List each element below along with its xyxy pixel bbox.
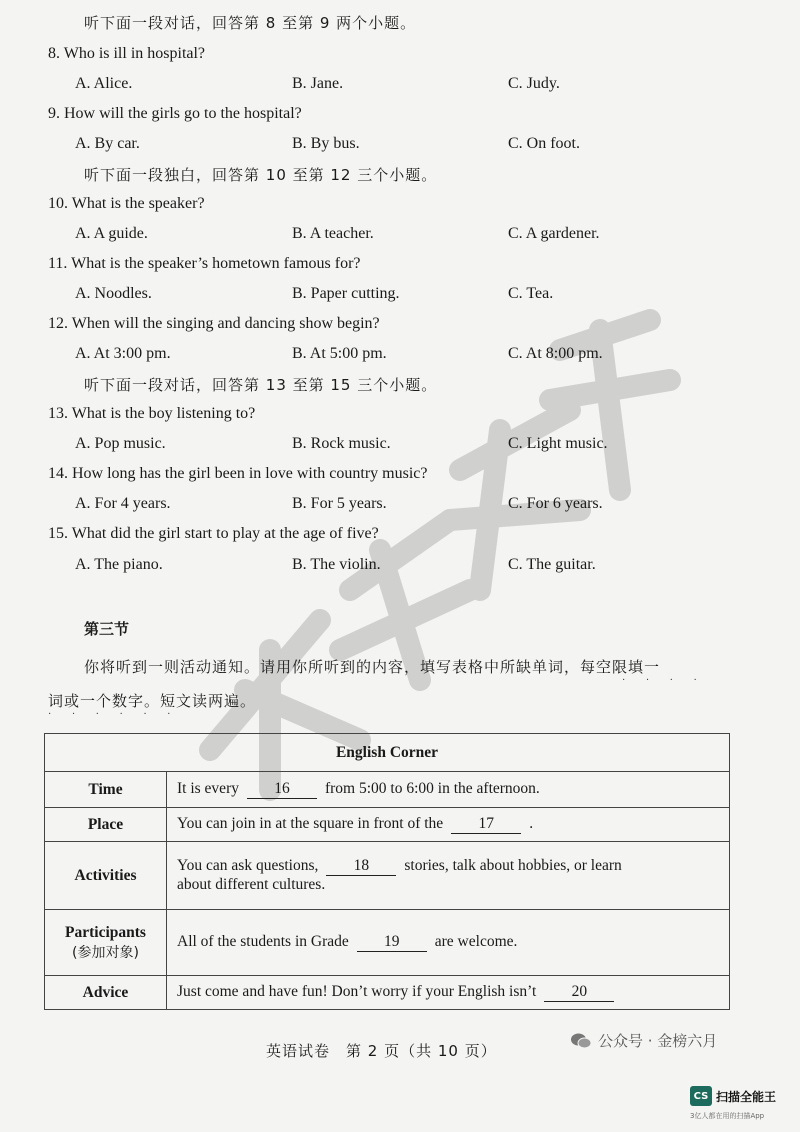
camscanner-icon: CS [690, 1086, 712, 1106]
scanner-badge [690, 1086, 776, 1106]
row-label-cn: (参加对象) [72, 944, 139, 961]
row-text: stories, talk about hobbies, or learn [404, 857, 622, 874]
section-instruction: 你将听到一则活动通知。请用你所听到的内容，填写表格中所缺单词，每空限填一 [84, 658, 661, 676]
row-label: Advice [45, 976, 167, 1010]
row-text: All of the students in Grade [177, 933, 349, 950]
page-footer: 英语试卷 第 2 页（共 10 页） [266, 1042, 497, 1060]
row-content [167, 772, 730, 808]
emphasis-dots: · · · · [622, 675, 706, 686]
row-content [167, 910, 730, 976]
section-title: 第三节 [84, 620, 130, 638]
table-row [45, 910, 730, 976]
option-b: B. Paper cutting. [292, 285, 400, 302]
option-c: C. At 8:00 pm. [508, 345, 603, 362]
option-a: A. For 4 years. [75, 495, 171, 512]
row-text: about different cultures. [177, 876, 326, 893]
option-b: B. At 5:00 pm. [292, 345, 387, 362]
row-text: are welcome. [434, 933, 518, 950]
option-a: A. At 3:00 pm. [75, 345, 171, 362]
section-instruction: 词或一个数字。短文读两遍。 [48, 692, 257, 710]
row-text: It is every [177, 780, 239, 797]
question-10: 10. What is the speaker? [48, 195, 205, 212]
row-content [167, 808, 730, 842]
option-b: B. A teacher. [292, 225, 374, 242]
option-b: B. Rock music. [292, 435, 391, 452]
option-a: A. The piano. [75, 556, 163, 573]
question-11: 11. What is the speaker’s hometown famous for? [48, 255, 361, 272]
option-c: C. Tea. [508, 285, 554, 302]
option-b: B. By bus. [292, 135, 360, 152]
row-text: You can ask questions, [177, 857, 319, 874]
question-13: 13. What is the boy listening to? [48, 405, 256, 422]
answer-blank[interactable]: 20 [544, 983, 614, 1002]
option-c: C. Judy. [508, 75, 560, 92]
row-text: Just come and have fun! Don’t worry if your English isn’t [177, 983, 537, 1000]
answer-blank[interactable]: 18 [326, 857, 396, 876]
dialog-instruction: 听下面一段对话，回答第 13 至第 15 三个小题。 [84, 376, 438, 394]
english-corner-table [44, 733, 730, 1010]
scanner-name: 扫描全能王 [716, 1089, 777, 1104]
table-row [45, 808, 730, 842]
question-14: 14. How long has the girl been in love with country music? [48, 465, 428, 482]
option-c: C. For 6 years. [508, 495, 603, 512]
option-a: A. Alice. [75, 75, 133, 92]
table-row [45, 842, 730, 910]
option-c: C. Light music. [508, 435, 608, 452]
wechat-icon [570, 1032, 592, 1050]
monologue-instruction: 听下面一段独白，回答第 10 至第 12 三个小题。 [84, 166, 438, 184]
option-a: A. By car. [75, 135, 140, 152]
watermark [150, 290, 710, 810]
question-12: 12. When will the singing and dancing show begin? [48, 315, 380, 332]
emphasis-dots: · · · · · · [48, 709, 180, 720]
row-label: Activities [45, 842, 167, 910]
option-b: B. The violin. [292, 556, 381, 573]
dialog-instruction: 听下面一段对话，回答第 8 至第 9 两个小题。 [84, 14, 417, 32]
row-label: Time [45, 772, 167, 808]
row-content [167, 976, 730, 1010]
row-text: from 5:00 to 6:00 in the afternoon. [324, 780, 540, 797]
row-label [45, 910, 167, 976]
answer-blank[interactable]: 16 [247, 780, 317, 799]
table-row [45, 976, 730, 1010]
answer-blank[interactable]: 19 [357, 933, 427, 952]
question-9: 9. How will the girls go to the hospital? [48, 105, 302, 122]
option-c: C. The guitar. [508, 556, 596, 573]
option-a: A. Noodles. [75, 285, 152, 302]
question-8: 8. Who is ill in hospital? [48, 45, 206, 62]
row-text: . [529, 815, 534, 832]
option-a: A. A guide. [75, 225, 148, 242]
option-b: B. For 5 years. [292, 495, 387, 512]
option-a: A. Pop music. [75, 435, 166, 452]
table-row [45, 772, 730, 808]
row-content [167, 842, 730, 910]
option-c: C. A gardener. [508, 225, 600, 242]
scanner-tagline: 3亿人都在用的扫描App [690, 1112, 765, 1120]
answer-blank[interactable]: 17 [451, 815, 521, 834]
option-b: B. Jane. [292, 75, 344, 92]
option-c: C. On foot. [508, 135, 580, 152]
question-15: 15. What did the girl start to play at the age of five? [48, 525, 379, 542]
wechat-account: 公众号 · 金榜六月 [598, 1032, 718, 1050]
row-label-en: Participants [65, 923, 146, 941]
row-label: Place [45, 808, 167, 842]
table-title: English Corner [45, 734, 730, 772]
wechat-watermark [570, 1030, 717, 1051]
row-text: You can join in at the square in front of the [177, 815, 444, 832]
